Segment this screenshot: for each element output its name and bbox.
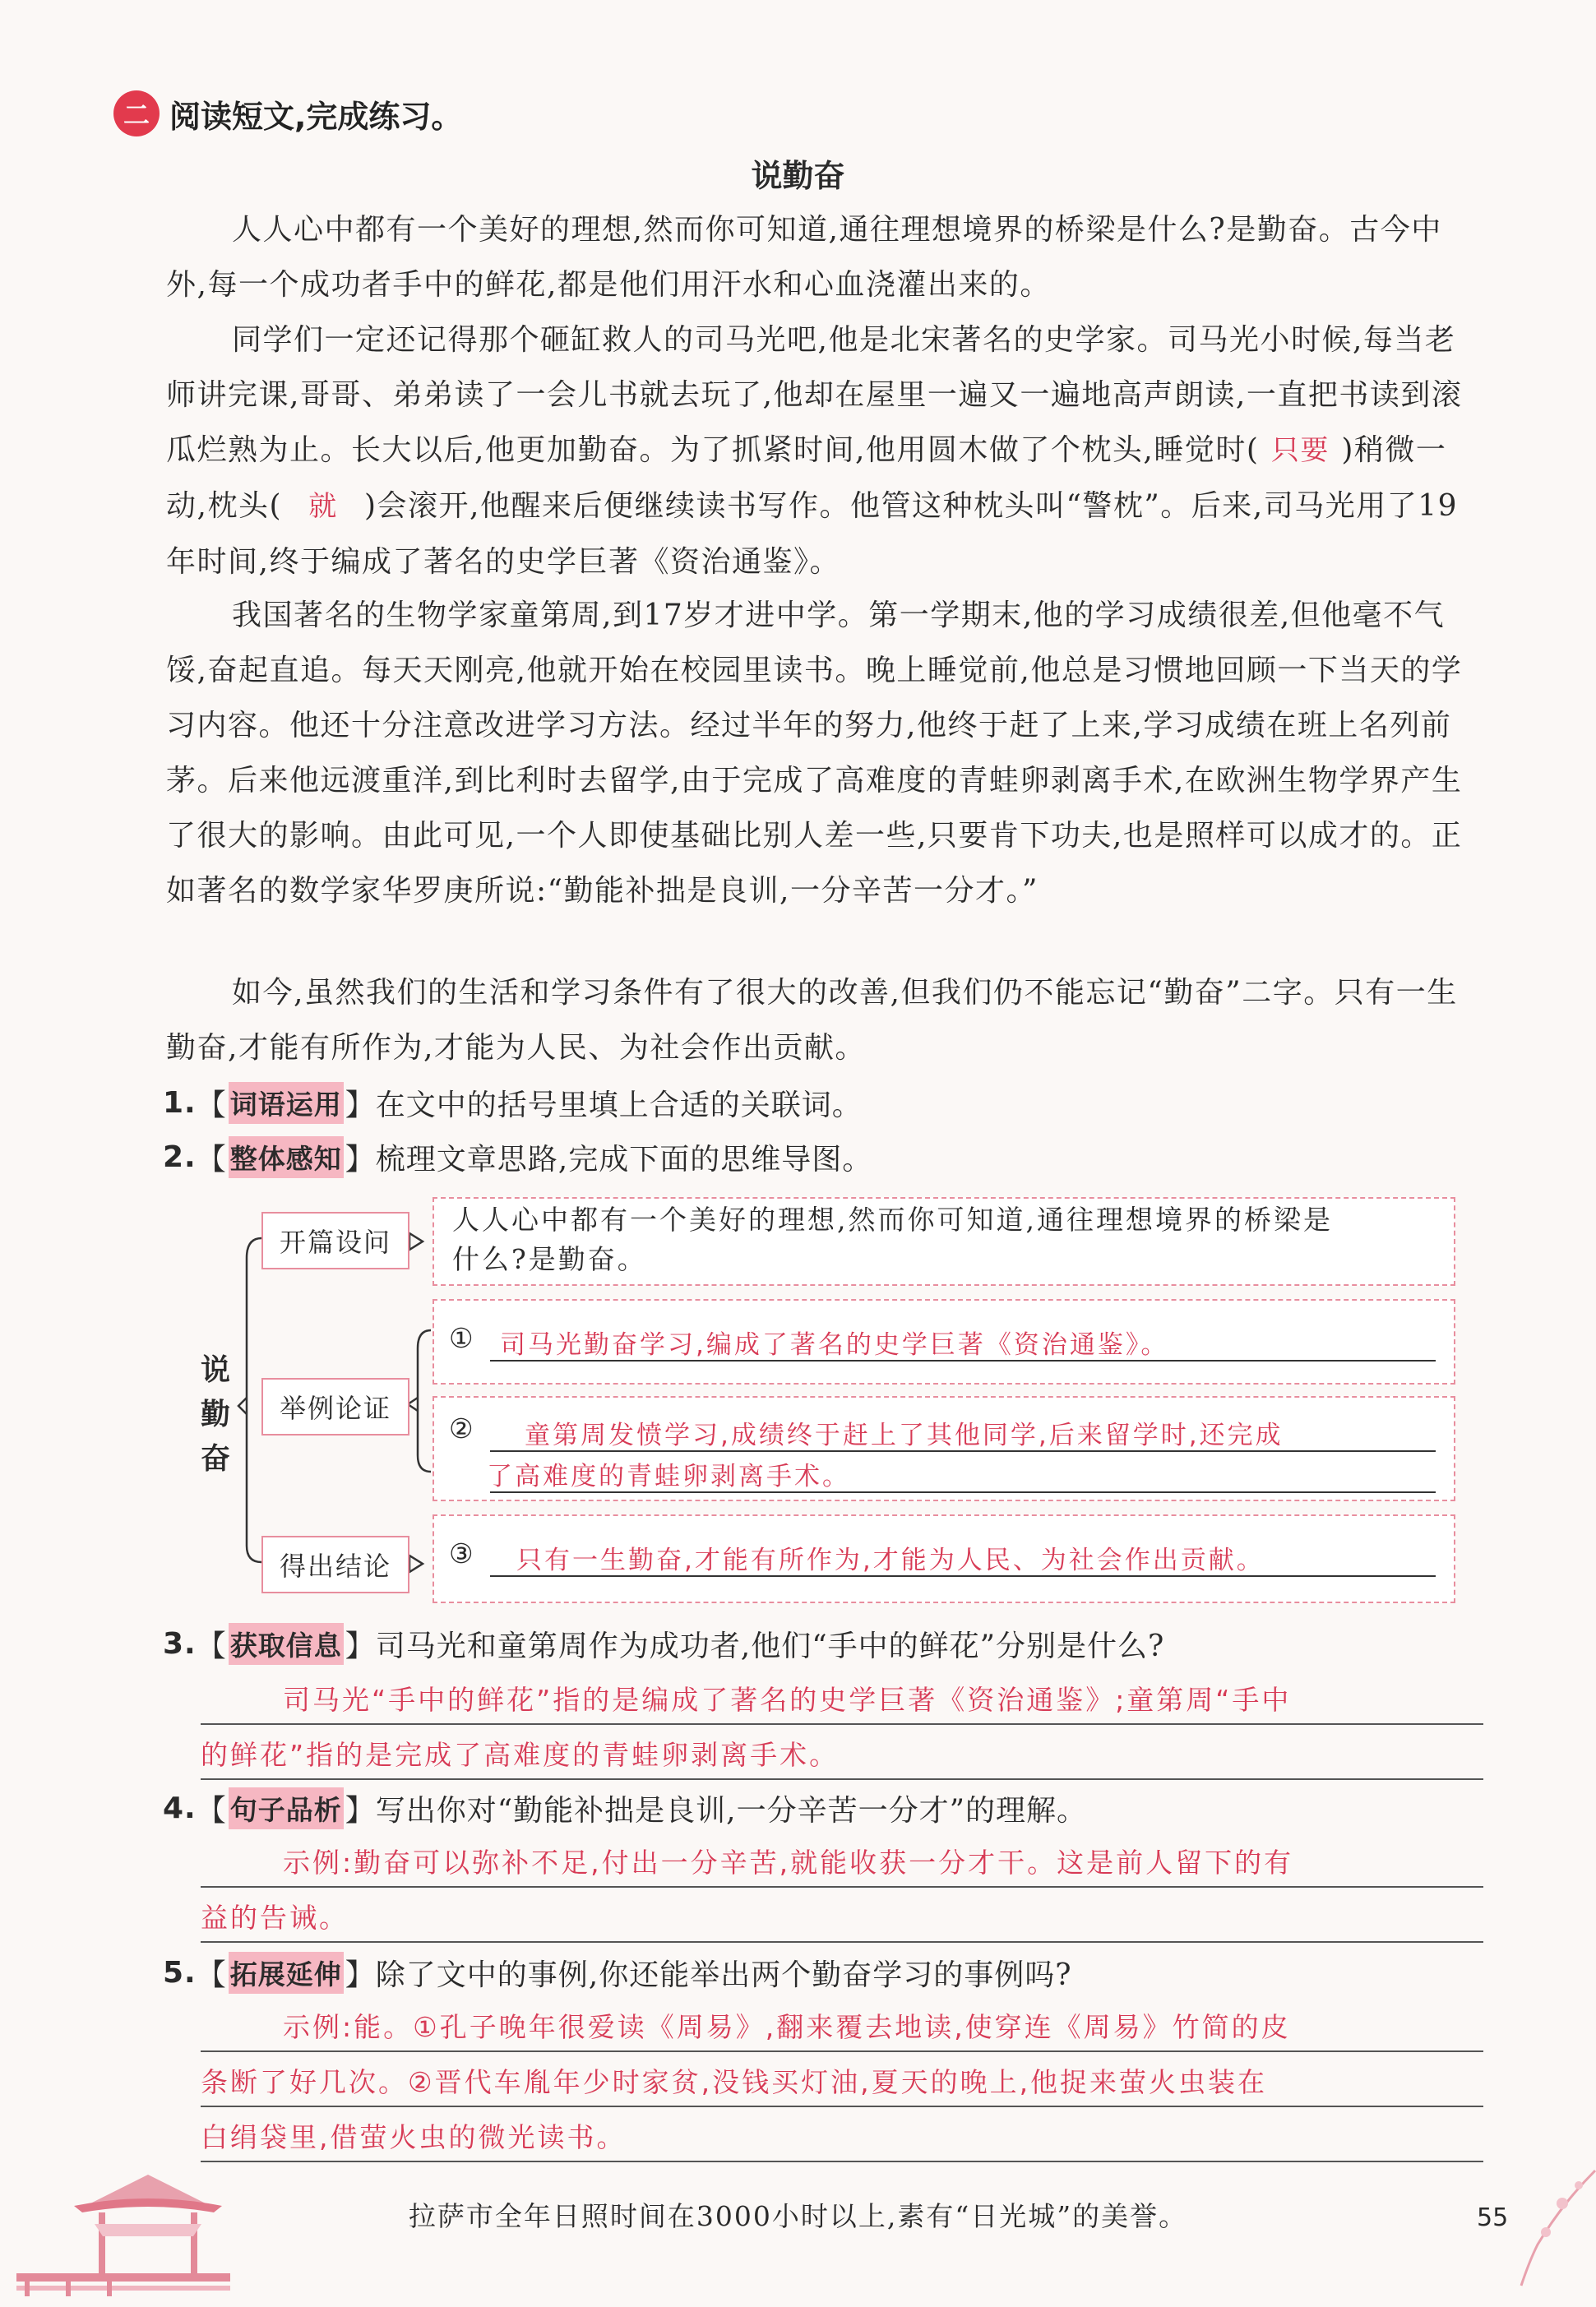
example-box-1 — [433, 1299, 1455, 1385]
answer-line — [201, 1778, 1483, 1780]
answer-5-line-2: 条断了好几次。②晋代车胤年少时家贫,没钱买灯油,夏天的晚上,他捉来萤火虫装在 — [201, 2066, 1268, 2098]
answer-3-line-1: 司马光“手中的鲜花”指的是编成了著名的史学巨著《资治通鉴》;童第周“手中 — [283, 1684, 1292, 1716]
answer-line — [490, 1450, 1436, 1452]
question-number: 2. — [163, 1140, 197, 1174]
answer-line — [201, 1886, 1483, 1888]
answer-line — [201, 1941, 1483, 1943]
node-opening-question: 开篇设问 — [261, 1212, 409, 1269]
mindmap-root: 说 勤 奋 — [200, 1353, 230, 1476]
conclusion-box — [433, 1514, 1455, 1603]
opening-text-line-2: 什么?是勤奋。 — [452, 1243, 647, 1275]
circled-two: ② — [449, 1412, 474, 1445]
paragraph-4: 如今,虽然我们的生活和学习条件有了很大的改善,但我们仍不能忘记“勤奋”二字。只有一生勤奋,才能有所作为,才能为人民、为社会作出贡献。 — [166, 976, 1458, 1065]
answer-5-line-1: 示例:能。①孔子晚年很爱读《周易》,翻来覆去地读,使穿连《周易》竹简的皮 — [283, 2011, 1291, 2043]
page-number: 55 — [1477, 2203, 1509, 2232]
bracket-open: 【 — [196, 1793, 227, 1828]
circled-three: ③ — [449, 1537, 474, 1570]
bracket-open: 【 — [196, 1088, 227, 1122]
blank-fill-2[interactable]: 就 — [308, 490, 338, 523]
node-conclusion: 得出结论 — [261, 1536, 409, 1593]
question-text: 梳理文章思路,完成下面的思维导图。 — [375, 1142, 873, 1177]
blank-fill-1[interactable]: 只要 — [1270, 434, 1330, 467]
paragraph-2-part-b: )稍微一动,枕头( — [166, 433, 1447, 523]
essay-title: 说勤奋 — [751, 158, 845, 194]
question-tag: 拓展延伸 — [229, 1952, 344, 1994]
example-answer-2-line-1[interactable]: 童第周发愤学习,成绩终于赶上了其他同学,后来留学时,还完成 — [525, 1421, 1284, 1450]
bracket-close: 】 — [345, 1088, 376, 1122]
question-tag: 句子品析 — [229, 1787, 344, 1829]
section-title: 阅读短文,完成练习。 — [169, 98, 463, 135]
answer-5-line-3: 白绢袋里,借萤火虫的微光读书。 — [201, 2121, 627, 2153]
bracket-close: 】 — [345, 1793, 376, 1828]
question-text: 除了文中的事例,你还能举出两个勤奋学习的事例吗? — [375, 1958, 1072, 1992]
bracket-close: 】 — [345, 1142, 376, 1177]
question-4 — [163, 1787, 1087, 1828]
question-text: 司马光和童第周作为成功者,他们“手中的鲜花”分别是什么? — [375, 1629, 1165, 1663]
answer-line — [201, 2161, 1483, 2162]
answer-line — [490, 1360, 1436, 1362]
question-5 — [163, 1952, 1072, 1993]
bracket-open: 【 — [196, 1958, 227, 1992]
answer-line — [201, 1723, 1483, 1725]
paragraph-1: 人人心中都有一个美好的理想,然而你可知道,通往理想境界的桥梁是什么?是勤奋。古今中外,每一个成功者手中的鲜花,都是他们用汗水和心血浇灌出来的。 — [166, 213, 1442, 302]
answer-line — [490, 1491, 1436, 1493]
paragraph-2-part-c: )会滚开,他醒来后便继续读书写作。他管这种枕头叫“警枕”。后来,司马光用了19年时间,终于编成了著名的史学巨著《资治通鉴》。 — [166, 489, 1459, 579]
section-number-badge: 二 — [113, 90, 160, 136]
conclusion-answer[interactable]: 只有一生勤奋,才能有所作为,才能为人民、为社会作出贡献。 — [516, 1546, 1265, 1575]
question-number: 3. — [163, 1626, 197, 1661]
question-number: 5. — [163, 1955, 197, 1990]
question-tag: 词语运用 — [229, 1082, 344, 1124]
question-number: 1. — [163, 1085, 197, 1120]
opening-box — [433, 1197, 1455, 1286]
answer-3-line-2: 的鲜花”指的是完成了高难度的青蛙卵剥离手术。 — [201, 1739, 840, 1771]
page-footer-fact: 拉萨市全年日照时间在3000小时以上,素有“日光城”的美誉。 — [408, 2200, 1188, 2232]
opening-text-line-1: 人人心中都有一个美好的理想,然而你可知道,通往理想境界的桥梁是 — [452, 1204, 1333, 1236]
bracket-open: 【 — [196, 1142, 227, 1177]
bracket-open: 【 — [196, 1629, 227, 1663]
question-text: 在文中的括号里填上合适的关联词。 — [375, 1088, 863, 1122]
answer-line — [490, 1575, 1436, 1577]
example-answer-2-line-2[interactable]: 了高难度的青蛙卵剥离手术。 — [487, 1462, 850, 1491]
answer-line — [201, 2050, 1483, 2052]
bracket-close: 】 — [345, 1629, 376, 1663]
example-box-2 — [433, 1396, 1455, 1501]
answer-line — [201, 2106, 1483, 2107]
node-examples: 举例论证 — [261, 1378, 409, 1436]
question-tag: 整体感知 — [229, 1136, 344, 1178]
paragraph-3: 我国著名的生物学家童第周,到17岁才进中学。第一学期末,他的学习成绩很差,但他毫不气馁,奋起直追。每天天刚亮,他就开始在校园里读书。晚上睡觉前,他总是习惯地回顾一下当天的学习内容。他还十分注意改进学习方法。经过半年的努力,他终于赶了上来,学习成绩在班上名列前茅。后来他远渡重洋,到比利时去留学,由于完成了高难度的青蛙卵剥离手术,在欧洲生物学界产生了很大的影响。由此可见,一个人即使基础比别人差一些,只要肯下功夫,也是照样可以成才的。正如著名的数学家华罗庚所说:“勤能补拙是良训,一分辛苦一分才。” — [166, 599, 1463, 908]
answer-4-line-2: 益的告诫。 — [201, 1902, 349, 1934]
question-3 — [163, 1623, 1164, 1664]
question-text: 写出你对“勤能补拙是良训,一分辛苦一分才”的理解。 — [375, 1793, 1088, 1828]
question-number: 4. — [163, 1791, 197, 1825]
question-tag: 获取信息 — [229, 1623, 344, 1665]
circled-one: ① — [449, 1322, 474, 1354]
paragraph-2-part-a: 同学们一定还记得那个砸缸救人的司马光吧,他是北宋著名的史学家。司马光小时候,每当老师讲完课,哥哥、弟弟读了一会儿书就去玩了,他却在屋里一遍又一遍地高声朗读,一直把书读到滚瓜烂熟为止。长大以后,他更加勤奋。为了抓紧时间,他用圆木做了个枕头,睡觉时( — [166, 323, 1463, 467]
example-answer-1[interactable]: 司马光勤奋学习,编成了著名的史学巨著《资治通鉴》。 — [500, 1330, 1169, 1360]
answer-4-line-1: 示例:勤奋可以弥补不足,付出一分辛苦,就能收获一分才干。这是前人留下的有 — [283, 1847, 1294, 1879]
bracket-close: 】 — [345, 1958, 376, 1992]
